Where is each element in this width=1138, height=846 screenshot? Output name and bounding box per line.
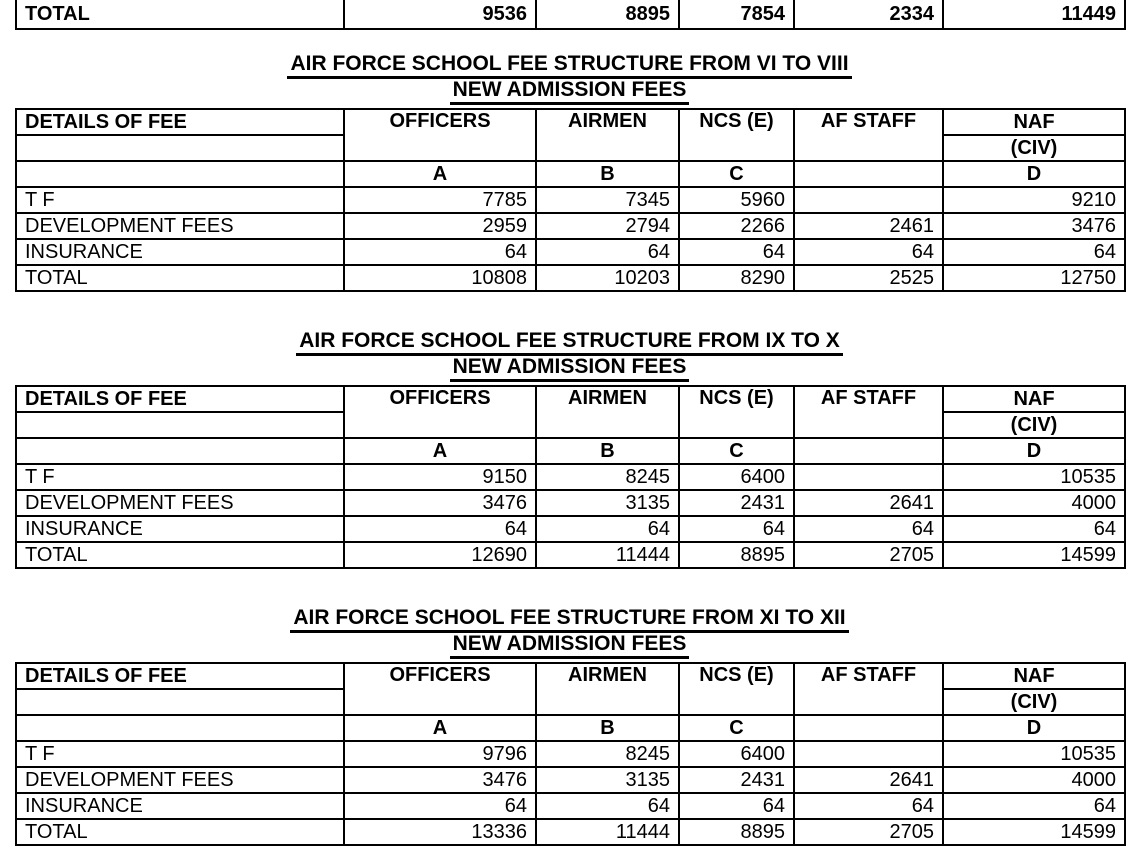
col-header-naf: NAF [943, 663, 1125, 689]
fee-value: 64 [679, 516, 794, 542]
fee-value: 6400 [679, 741, 794, 767]
fee-value: 64 [536, 793, 679, 819]
col-letter-b: B [536, 438, 679, 464]
column-letter-row [16, 715, 1125, 741]
fee-value: 2641 [794, 490, 943, 516]
table-row [16, 542, 1125, 568]
col-header-officers: OFFICERS [344, 663, 536, 715]
fee-value: 12690 [344, 542, 536, 568]
empty-cell [16, 412, 344, 438]
row-label: TOTAL [16, 819, 344, 845]
fee-value: 10203 [536, 265, 679, 291]
table-row [16, 464, 1125, 490]
fee-value: 2641 [794, 767, 943, 793]
col-letter-b: B [536, 715, 679, 741]
col-header-ncs-e: NCS (E) [679, 109, 794, 161]
empty-cell [16, 161, 344, 187]
fee-value: 64 [679, 793, 794, 819]
fee-value: 9536 [344, 0, 536, 29]
fee-value: 64 [943, 239, 1125, 265]
fee-value: 7785 [344, 187, 536, 213]
fee-value: 14599 [943, 819, 1125, 845]
fee-value [794, 187, 943, 213]
fee-value: 10808 [344, 265, 536, 291]
col-letter-a: A [344, 715, 536, 741]
column-letter-row [16, 438, 1125, 464]
table-subtitle-ix-x: NEW ADMISSION FEES [450, 356, 690, 382]
fee-value: 11444 [536, 819, 679, 845]
col-letter-d: D [943, 438, 1125, 464]
fee-value: 3476 [344, 490, 536, 516]
fee-value: 8245 [536, 741, 679, 767]
col-header-airmen: AIRMEN [536, 386, 679, 438]
fee-value: 3476 [344, 767, 536, 793]
empty-cell [16, 715, 344, 741]
table-row [16, 767, 1125, 793]
table-subtitle-xi-xii: NEW ADMISSION FEES [450, 633, 690, 659]
col-header-officers: OFFICERS [344, 386, 536, 438]
table-title-ix-x: AIR FORCE SCHOOL FEE STRUCTURE FROM IX TO X [296, 330, 843, 356]
table-row [16, 819, 1125, 845]
fee-value: 7854 [679, 0, 794, 29]
fee-value: 3135 [536, 490, 679, 516]
fee-value: 8290 [679, 265, 794, 291]
fee-value: 3135 [536, 767, 679, 793]
table-row [16, 0, 1125, 29]
table-row [16, 187, 1125, 213]
fee-value: 64 [344, 793, 536, 819]
fee-value: 7345 [536, 187, 679, 213]
fee-value: 2431 [679, 767, 794, 793]
fee-value: 2794 [536, 213, 679, 239]
previous-table-total-row [15, 0, 1126, 30]
fee-value: 8895 [679, 542, 794, 568]
col-header-ncs-e: NCS (E) [679, 663, 794, 715]
empty-cell [794, 438, 943, 464]
row-label: INSURANCE [16, 239, 344, 265]
table-subtitle-vi-viii: NEW ADMISSION FEES [450, 79, 690, 105]
row-label: INSURANCE [16, 516, 344, 542]
col-letter-c: C [679, 438, 794, 464]
table-row [16, 213, 1125, 239]
col-header-airmen: AIRMEN [536, 109, 679, 161]
table-row [16, 265, 1125, 291]
empty-cell [16, 438, 344, 464]
fee-value: 13336 [344, 819, 536, 845]
table-row [16, 516, 1125, 542]
fee-value: 64 [943, 793, 1125, 819]
fee-value: 2266 [679, 213, 794, 239]
fee-value: 64 [943, 516, 1125, 542]
col-header-details: DETAILS OF FEE [16, 386, 344, 412]
fee-value: 2334 [794, 0, 943, 29]
col-header-naf: NAF [943, 386, 1125, 412]
header-row [16, 386, 1125, 412]
table-row [16, 239, 1125, 265]
fee-value: 64 [794, 239, 943, 265]
fee-table-ix-x [15, 385, 1126, 569]
row-label: TOTAL [16, 542, 344, 568]
fee-value: 3476 [943, 213, 1125, 239]
col-header-naf: NAF [943, 109, 1125, 135]
fee-value: 4000 [943, 767, 1125, 793]
table-row [16, 741, 1125, 767]
fee-value: 9150 [344, 464, 536, 490]
col-header-officers: OFFICERS [344, 109, 536, 161]
table-row [16, 490, 1125, 516]
fee-value: 9210 [943, 187, 1125, 213]
fee-value: 14599 [943, 542, 1125, 568]
fee-value: 10535 [943, 741, 1125, 767]
col-header-ncs-e: NCS (E) [679, 386, 794, 438]
col-header-af-staff: AF STAFF [794, 109, 943, 161]
fee-value: 11449 [943, 0, 1125, 29]
fee-value: 4000 [943, 490, 1125, 516]
fee-value: 8245 [536, 464, 679, 490]
fee-value: 2705 [794, 542, 943, 568]
fee-value: 64 [344, 516, 536, 542]
col-letter-a: A [344, 438, 536, 464]
col-header-naf-civ: (CIV) [943, 135, 1125, 161]
col-header-details: DETAILS OF FEE [16, 109, 344, 135]
table-title-xi-xii: AIR FORCE SCHOOL FEE STRUCTURE FROM XI TO XII [290, 607, 848, 633]
col-letter-d: D [943, 161, 1125, 187]
empty-cell [794, 161, 943, 187]
fee-value: 64 [794, 516, 943, 542]
fee-value: 2959 [344, 213, 536, 239]
col-letter-c: C [679, 161, 794, 187]
col-letter-b: B [536, 161, 679, 187]
fee-value: 12750 [943, 265, 1125, 291]
fee-value: 2431 [679, 490, 794, 516]
fee-table-xi-xii [15, 662, 1126, 846]
row-label: INSURANCE [16, 793, 344, 819]
fee-value: 64 [679, 239, 794, 265]
fee-value: 8895 [536, 0, 679, 29]
fee-value: 6400 [679, 464, 794, 490]
row-label: T F [16, 187, 344, 213]
table-title-vi-viii: AIR FORCE SCHOOL FEE STRUCTURE FROM VI TO VIII [287, 53, 851, 79]
col-letter-a: A [344, 161, 536, 187]
fee-table-vi-viii [15, 108, 1126, 292]
row-label: TOTAL [16, 265, 344, 291]
col-letter-c: C [679, 715, 794, 741]
header-row [16, 663, 1125, 689]
empty-cell [794, 715, 943, 741]
row-label: T F [16, 741, 344, 767]
col-header-af-staff: AF STAFF [794, 663, 943, 715]
row-label: T F [16, 464, 344, 490]
fee-value: 9796 [344, 741, 536, 767]
table-row [16, 793, 1125, 819]
fee-value: 5960 [679, 187, 794, 213]
fee-value: 64 [794, 793, 943, 819]
fee-value: 64 [344, 239, 536, 265]
fee-value [794, 741, 943, 767]
fee-value: 2461 [794, 213, 943, 239]
fee-value: 8895 [679, 819, 794, 845]
col-header-details: DETAILS OF FEE [16, 663, 344, 689]
col-letter-d: D [943, 715, 1125, 741]
row-label: DEVELOPMENT FEES [16, 213, 344, 239]
col-header-naf-civ: (CIV) [943, 689, 1125, 715]
empty-cell [16, 135, 344, 161]
column-letter-row [16, 161, 1125, 187]
header-row [16, 109, 1125, 135]
col-header-naf-civ: (CIV) [943, 412, 1125, 438]
row-label: DEVELOPMENT FEES [16, 767, 344, 793]
col-header-af-staff: AF STAFF [794, 386, 943, 438]
row-label: DEVELOPMENT FEES [16, 490, 344, 516]
col-header-airmen: AIRMEN [536, 663, 679, 715]
fee-value: 2525 [794, 265, 943, 291]
fee-value: 64 [536, 239, 679, 265]
fee-value: 2705 [794, 819, 943, 845]
fee-value: 64 [536, 516, 679, 542]
fee-value [794, 464, 943, 490]
fee-value: 10535 [943, 464, 1125, 490]
fee-value: 11444 [536, 542, 679, 568]
row-label: TOTAL [16, 0, 344, 29]
empty-cell [16, 689, 344, 715]
